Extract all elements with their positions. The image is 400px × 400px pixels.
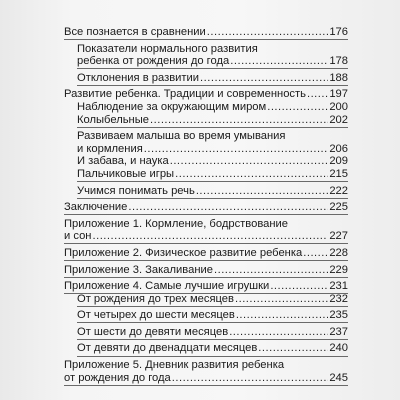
toc-entry-title: Отклонения в развитии [77,71,200,84]
toc-entry [64,26,348,39]
toc-entry [64,280,348,293]
toc-entry [64,185,348,198]
toc-entry [64,201,348,214]
toc-entry-page: 240 [329,342,348,355]
toc-entry-page: 222 [329,184,348,197]
toc-entry-title: От девяти до двенадцати месяцев [77,342,258,355]
toc-entry-page: 228 [329,246,348,259]
toc-entry-page: 178 [329,55,348,68]
toc-entry [64,72,348,85]
toc-entry [64,155,348,168]
toc-entry-page: 229 [329,263,348,276]
toc-entry-title: От четырех до шести месяцев [77,309,235,322]
toc-entry-title: ребенка от рождения до года [77,55,230,68]
toc-entry [64,114,348,127]
toc-entry-title: И забава, и наука [77,155,169,168]
toc-entry-title: Колыбельные [77,113,149,126]
toc-entry-title: Пальчиковые игры [77,167,175,180]
toc-entry [64,342,348,355]
toc-entry-page: 209 [329,155,348,168]
toc-entry-title: Наблюдение за окружающим миром [77,100,267,113]
toc-entry-title-line1: Приложение 1. Кормление, бодрствование [64,217,289,230]
toc-entry-title: Заключение [64,201,128,214]
toc-entry [64,293,348,306]
toc-entry-page: 197 [329,88,348,101]
toc-entry [64,88,348,101]
toc-entry-title: Развитие ребенка. Традиции и современность [64,88,306,101]
toc-entry [64,43,348,68]
toc-entry-title: От рождения до трех месяцев [77,292,234,305]
toc-entry-title: Все познается в сравнении [64,26,206,38]
toc-entry-title: от рождения до года [64,371,171,384]
toc-entry-page: 232 [329,292,348,305]
toc-entry [64,130,348,155]
toc-entry [64,359,348,384]
toc-entry-page: 245 [329,371,348,384]
toc-entry-page: 227 [329,230,348,243]
toc-entry-page: 200 [329,100,348,113]
toc-entry [64,101,348,114]
toc-entry-title-line1: Развиваем малыша во время умывания [77,130,286,143]
toc-entry-page: 231 [329,280,348,293]
toc-entry [64,218,348,243]
toc-entry-title: Учимся понимать речь [77,184,195,197]
toc-entry-title: Приложение 3. Закаливание [64,263,213,276]
toc-entry-page: 176 [329,26,348,38]
toc-entry [64,168,348,181]
toc-entry-title: и кормления [77,142,143,155]
toc-entry-page: 188 [329,71,348,84]
toc-entry-title: Приложение 2. Физическое развитие ребенка [64,246,303,259]
table-of-contents [64,26,348,384]
toc-entry-page: 237 [329,325,348,338]
toc-entry-page: 215 [329,167,348,180]
toc-entry-title: Приложение 4. Самые лучшие игрушки [64,280,270,293]
toc-entry-page: 225 [329,201,348,214]
toc-entry [64,264,348,277]
toc-entry-title: и сон [64,230,92,243]
toc-entry-title-line1: Приложение 5. Дневник развития ребенка [64,359,285,372]
toc-entry-title: От шести до девяти месяцев [77,325,229,338]
toc-entry-page: 206 [329,142,348,155]
toc-entry [64,309,348,322]
toc-entry-page: 202 [329,113,348,126]
toc-entry-title-line1: Показатели нормального развития [77,42,258,55]
toc-entry [64,247,348,260]
toc-entry [64,326,348,339]
toc-entry-page: 235 [329,309,348,322]
